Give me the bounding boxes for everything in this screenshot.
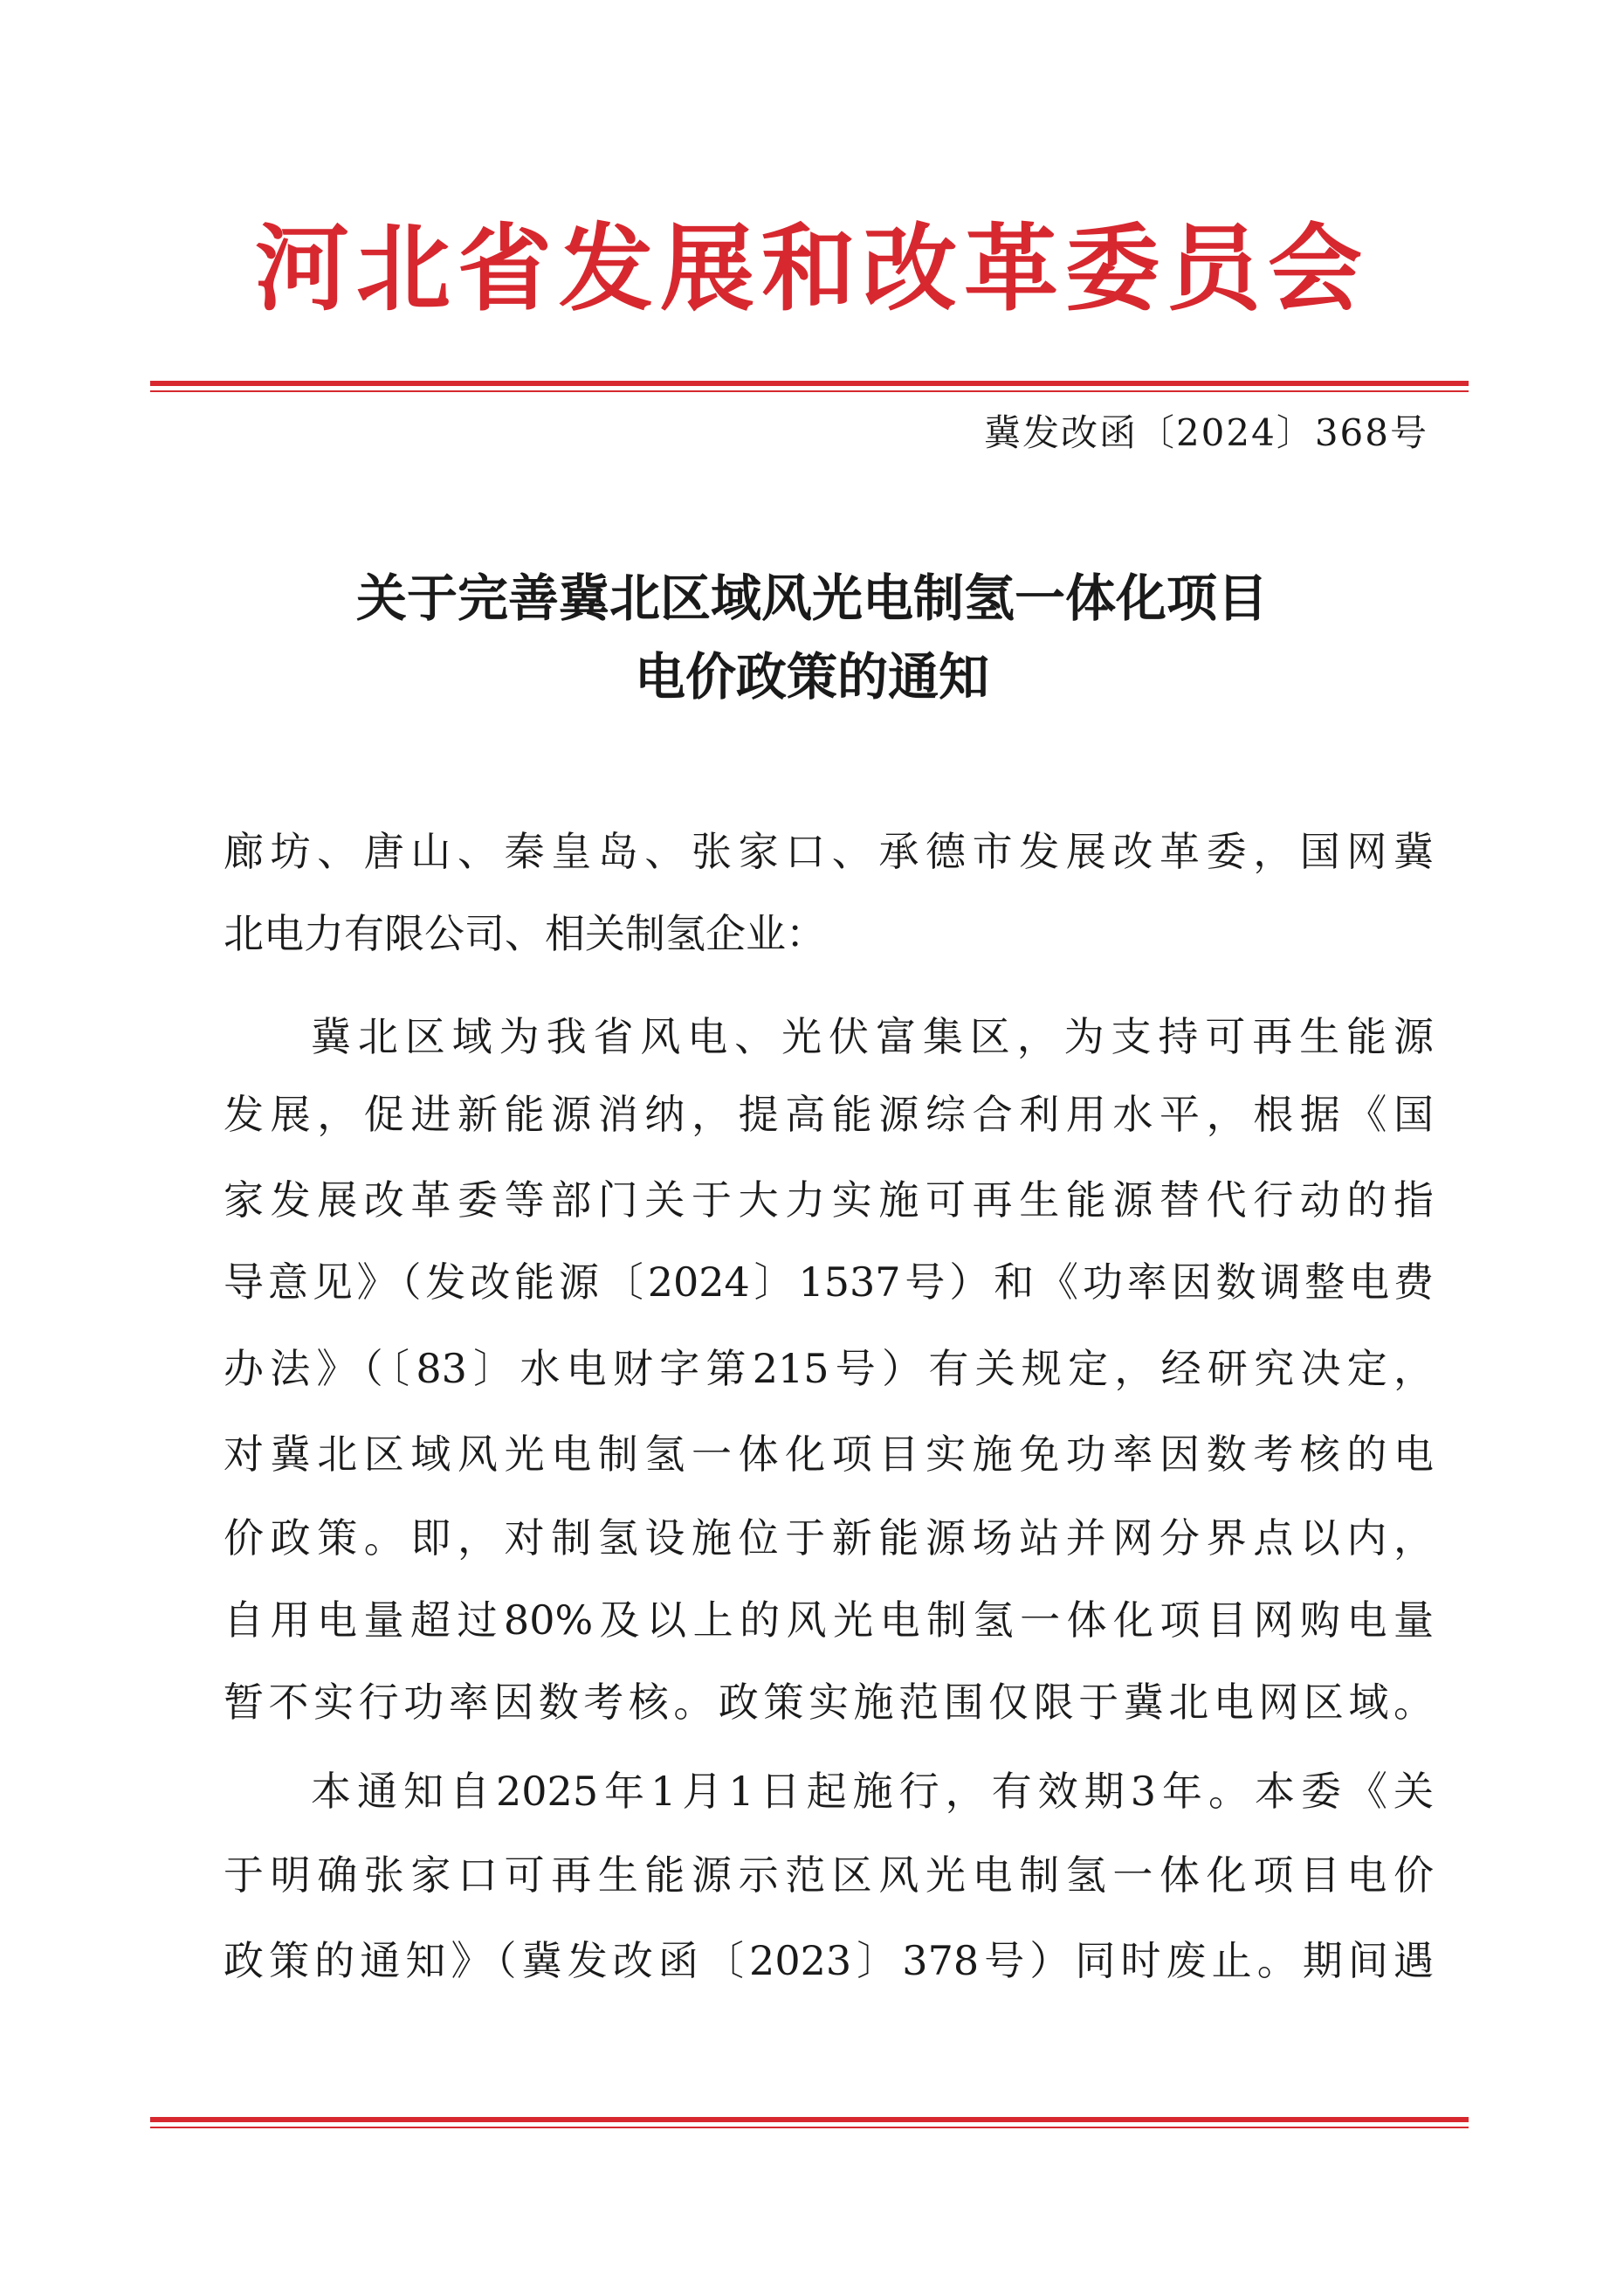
- footer-red-rule: [150, 2117, 1469, 2128]
- body-text-line: 对冀北区域风光电制氢一体化项目实施免功率因数考核的电: [224, 1431, 1434, 1478]
- body-text-line: 政策的通知》（冀发改函〔2023〕378号）同时废止。期间遇: [224, 1937, 1434, 1984]
- addressee-line: 廊坊、唐山、秦皇岛、张家口、承德市发展改革委，国网冀: [224, 828, 1434, 875]
- masthead-red-rule: [150, 381, 1469, 392]
- document-number: 冀发改函〔2024〕368号: [983, 411, 1428, 454]
- issuing-organization-masthead: 河北省发展和改革委员会: [254, 214, 1369, 324]
- body-text-line: 本通知自2025年1月1日起施行，有效期3年。本委《关: [311, 1768, 1434, 1815]
- body-text-line: 价政策。即，对制氢设施位于新能源场站并网分界点以内，: [224, 1514, 1434, 1562]
- body-text-line: 办法》（〔83〕水电财字第215号）有关规定，经研究决定，: [224, 1345, 1434, 1392]
- body-text-line: 自用电量超过80%及以上的风光电制氢一体化项目网购电量: [224, 1596, 1434, 1644]
- body-text-line: 导意见》（发改能源〔2024〕1537号）和《功率因数调整电费: [224, 1258, 1434, 1306]
- body-text-line: 于明确张家口可再生能源示范区风光电制氢一体化项目电价: [224, 1851, 1434, 1899]
- document-title-line-1: 关于完善冀北区域风光电制氢一体化项目: [355, 569, 1268, 628]
- addressee-line: 北电力有限公司、相关制氢企业：: [224, 910, 826, 957]
- body-text-line: 暂不实行功率因数考核。政策实施范围仅限于冀北电网区域。: [224, 1679, 1434, 1726]
- document-title-line-2: 电价政策的通知: [634, 647, 989, 707]
- body-text-line: 冀北区域为我省风电、光伏富集区，为支持可再生能源: [311, 1013, 1434, 1060]
- body-text-line: 发展，促进新能源消纳，提高能源综合利用水平，根据《国: [224, 1091, 1434, 1138]
- body-text-line: 家发展改革委等部门关于大力实施可再生能源替代行动的指: [224, 1176, 1434, 1224]
